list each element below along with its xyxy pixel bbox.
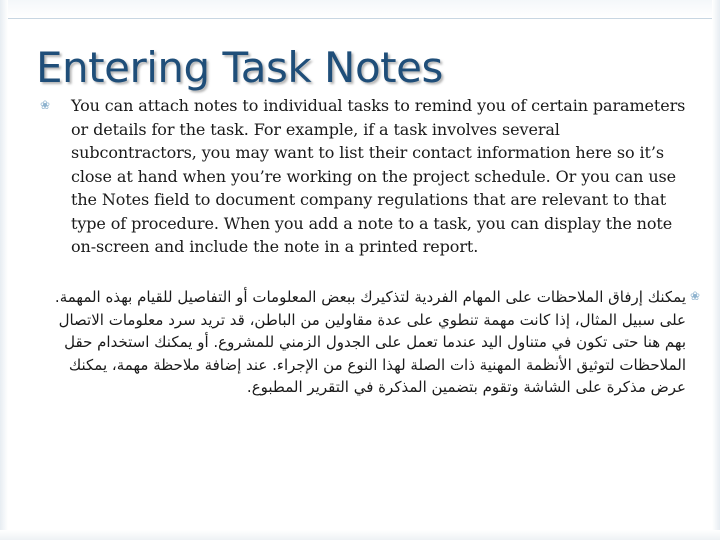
bullet-marker-icon: ❀ (40, 98, 51, 112)
bullet-arabic-text: يمكنك إرفاق الملاحظات على المهام الفردية لتذكيرك ببعض المعلومات أو التفاصيل للقيام بهذه المهمة. على سبيل المثال، إذا كانت مهمة تنطوي على عدة مقاولين من الباطن، قد تريد سرد معلومات الاتصال بهم هنا حتى تكون في متناول اليد عندما تعمل على الجدول الزمني للمشروع. أو يمكنك استخدام حقل الملاحظات لتوثيق الأنظمة المهنية ذات الصلة لهذا النوع من الإجراء. عند إضافة ملاحظة مهمة، يمكنك عرض مذكرة على الشاشة وتقوم بتضمين المذكرة في التقرير المطبوع. (54, 288, 686, 396)
slide-right-edge (712, 0, 720, 540)
slide-bottom-edge (0, 530, 720, 540)
bullet-english (40, 94, 690, 259)
slide-title: Entering Task Notes (36, 43, 443, 92)
bullet-english-text: You can attach notes to individual tasks to remind you of certain parameters or details for the task. For example, if a task involves several subcontractors, you may want to list their contact information here so it’s close at hand when you’re working on the project schedule. Or you can use the Notes field to document company regulations that are relevant to that type of procedure. When you add a note to a task, you can display the note on-screen and include the note in a printed report. (71, 96, 686, 256)
bullet-marker-icon: ❀ (689, 289, 700, 303)
slide-left-edge (0, 0, 8, 540)
bullet-arabic (40, 286, 720, 399)
slide-top-edge (8, 0, 712, 19)
